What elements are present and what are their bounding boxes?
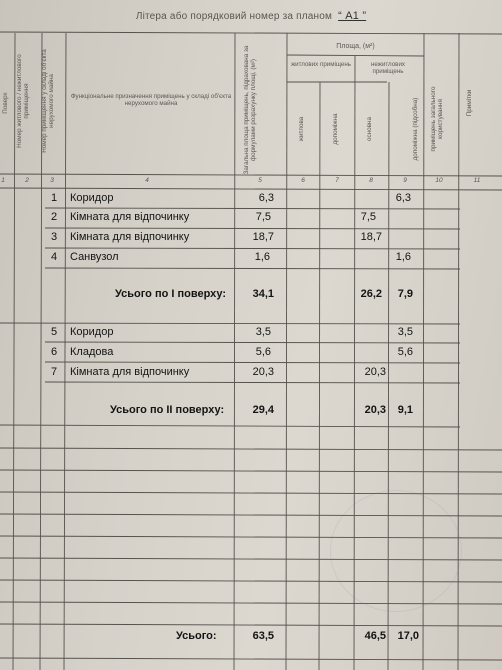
total-area-value: 6,3: [258, 192, 274, 204]
aux-area-value: 5,6: [397, 346, 413, 358]
total-area-value: 5,6: [255, 346, 271, 358]
room-name: Кімната для відпочинку: [70, 231, 190, 243]
grand-total-label: Усього:: [176, 630, 217, 642]
subtotal-label: Усього по ІІ поверху:: [110, 404, 225, 416]
total-area-value: 1,6: [254, 251, 270, 263]
col-number: 3: [50, 177, 54, 184]
grand-total-value: 63,5: [252, 630, 274, 642]
aux-area-value: 6,3: [395, 192, 411, 204]
row-number: 1: [50, 192, 58, 204]
header-floor: Поверх: [2, 92, 9, 114]
room-name: Коридор: [70, 326, 114, 338]
aux-area-value: 1,6: [395, 251, 411, 263]
col-number: 9: [403, 177, 407, 184]
room-name: Кладова: [70, 346, 114, 358]
grand-total-main: 46,5: [364, 630, 386, 642]
row-number: 6: [50, 346, 58, 358]
subtotal-aux: 9,1: [397, 404, 413, 416]
header-room-number: Номер приміщення у складі об'єкта нерухомого майна: [41, 49, 55, 153]
title-text: Літера або порядковий номер за планом: [135, 11, 333, 22]
faint-stamp-mark: [330, 490, 462, 612]
room-name: Санвузол: [70, 251, 119, 263]
col-number: 8: [369, 177, 373, 184]
header-total-area: Загальна площа приміщень, підрахована за формулами розрахунку площі, (м²): [243, 45, 257, 175]
row-number: 7: [50, 366, 58, 378]
room-name: Кімната для відпочинку: [70, 211, 190, 223]
col-number: 2: [25, 177, 29, 184]
col-number: 4: [145, 177, 149, 184]
subtotal-main: 20,3: [364, 404, 386, 416]
row-number: 5: [50, 326, 58, 338]
aux-area-value: 3,5: [397, 326, 413, 338]
header-auxiliary: допоміжна: [332, 113, 339, 145]
col-number: 11: [473, 177, 481, 184]
main-area-value: 20,3: [364, 366, 386, 378]
room-name: Коридор: [70, 192, 114, 204]
subtotal-total: 29,4: [252, 404, 274, 416]
main-area-value: 18,7: [360, 231, 382, 243]
col-number: 10: [435, 177, 443, 184]
total-area-value: 18,7: [252, 231, 274, 243]
header-notes: Примітки: [466, 89, 473, 117]
main-area-value: 7,5: [360, 211, 376, 223]
header-living: житлова: [298, 116, 305, 142]
row-number: 2: [50, 211, 58, 223]
header-apartment-number: Номер житлового / нежитлового приміщення: [16, 54, 30, 148]
subtotal-main: 26,2: [360, 288, 382, 300]
plan-code: “ А1 ”: [338, 10, 367, 22]
header-nonresidential: нежитлових приміщень: [370, 61, 406, 75]
header-purpose: Функціональне призначення приміщень у складі об'єкта нерухомого майна: [70, 93, 232, 107]
room-name: Кімната для відпочинку: [70, 366, 190, 378]
total-area-value: 3,5: [255, 326, 271, 338]
subtotal-total: 34,1: [252, 288, 274, 300]
row-number: 4: [50, 251, 58, 263]
col-number: 5: [258, 177, 262, 184]
subtotal-label: Усього по І поверху:: [115, 288, 227, 300]
header-main: основна: [366, 117, 373, 141]
header-residential: житлових приміщень: [291, 61, 351, 68]
subtotal-aux: 7,9: [397, 288, 413, 300]
col-number: 7: [335, 177, 339, 184]
header-auxiliary-utility: допоміжна (підсобна): [412, 97, 419, 161]
total-area-value: 20,3: [252, 366, 274, 378]
total-area-value: 7,5: [255, 211, 271, 223]
header-common-use: приміщень загального користування: [430, 86, 444, 152]
grand-total-aux: 17,0: [397, 630, 419, 642]
header-area-group: Площа, (м²): [336, 43, 375, 50]
col-number: 6: [301, 177, 305, 184]
col-number: 1: [1, 177, 5, 184]
row-number: 3: [50, 231, 58, 243]
